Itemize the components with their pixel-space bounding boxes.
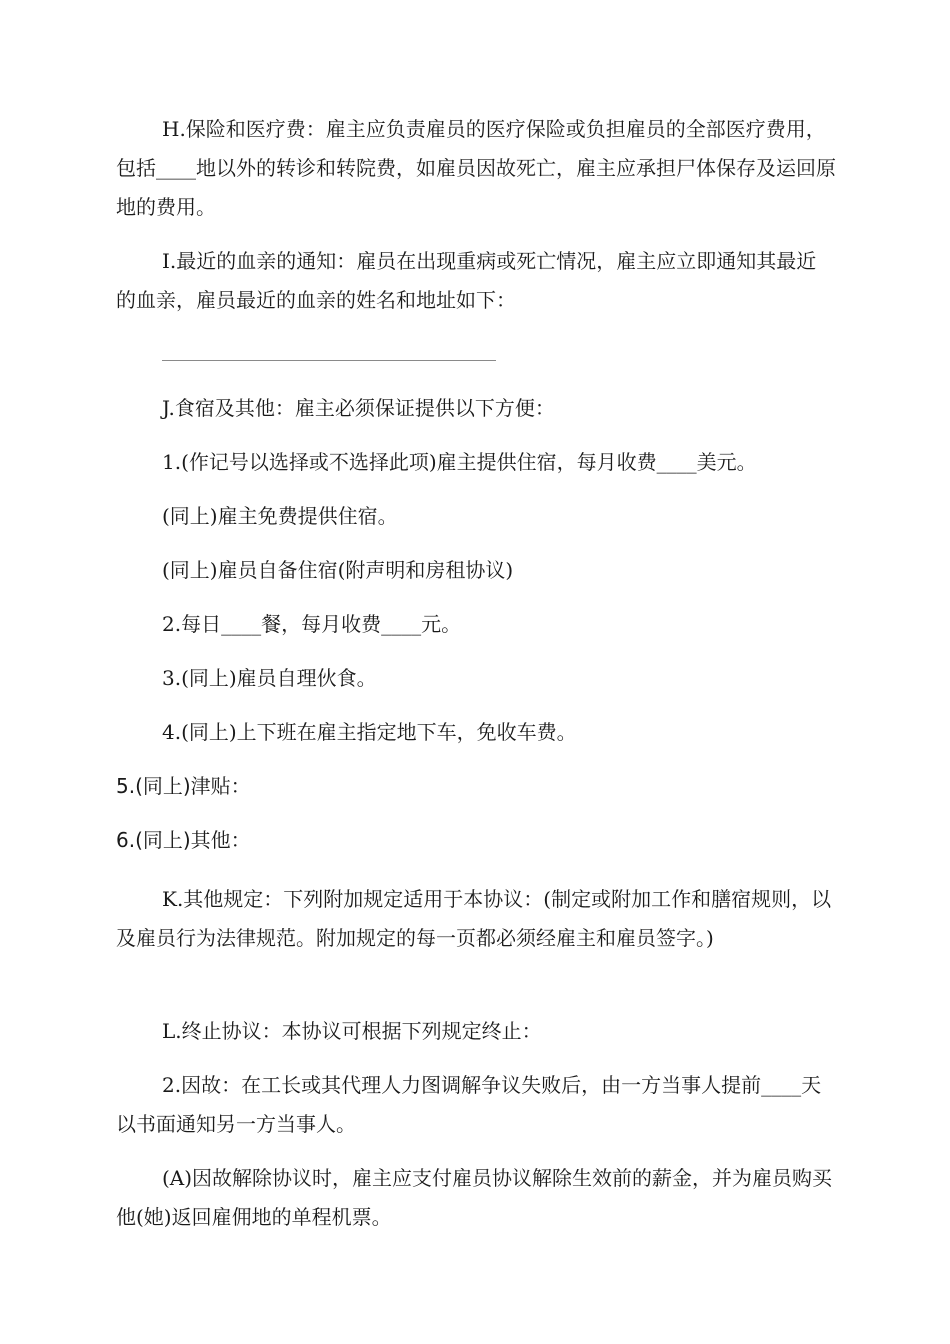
item-own-lodging: (同上)雇员自备住宿(附声明和房租协议) xyxy=(162,558,514,582)
item-5-allowance: 5.(同上)津贴： xyxy=(116,774,251,798)
item-1-lodging-fee: 1.(作记号以选择或不选择此项)雇主提供住宿，每月收费____美元。 xyxy=(162,450,757,474)
item-2-meals: 2.每日____餐，每月收费____元。 xyxy=(162,612,462,636)
name-address-blank-line xyxy=(162,360,496,361)
item-4-transport: 4.(同上)上下班在雇主指定地下车，免收车费。 xyxy=(162,720,577,744)
paragraph-k-other-rules: K.其他规定：下列附加规定适用于本协议：(制定或附加工作和膳宿规则，以及雇员行为法律规范。附加规定的每一页都必须经雇主和雇员签字。) xyxy=(116,887,832,950)
item-6-other: 6.(同上)其他： xyxy=(116,828,251,852)
paragraph-i-notification: I.最近的血亲的通知：雇员在出现重病或死亡情况，雇主应立即通知其最近的血亲，雇员最近的血亲的姓名和地址如下： xyxy=(116,249,817,312)
item-2-for-cause: 2.因故：在工长或其代理人力图调解争议失败后，由一方当事人提前____天以书面通知另一方当事人。 xyxy=(116,1073,822,1136)
paragraph-h-insurance: H.保险和医疗费：雇主应负责雇员的医疗保险或负担雇员的全部医疗费用，包括____地以外的转诊和转院费，如雇员因故死亡，雇主应承担尸体保存及运回原地的费用。 xyxy=(116,117,836,219)
paragraph-j-board-lodging: J.食宿及其他：雇主必须保证提供以下方便： xyxy=(162,396,555,420)
item-3-own-meals: 3.(同上)雇员自理伙食。 xyxy=(162,666,377,690)
paragraph-l-termination: L.终止协议：本协议可根据下列规定终止： xyxy=(162,1019,542,1043)
item-a-payment-on-termination: (A)因故解除协议时，雇主应支付雇员协议解除生效前的薪金，并为雇员购买他(她)返回雇佣地的单程机票。 xyxy=(116,1166,833,1229)
item-free-lodging: (同上)雇主免费提供住宿。 xyxy=(162,504,398,528)
